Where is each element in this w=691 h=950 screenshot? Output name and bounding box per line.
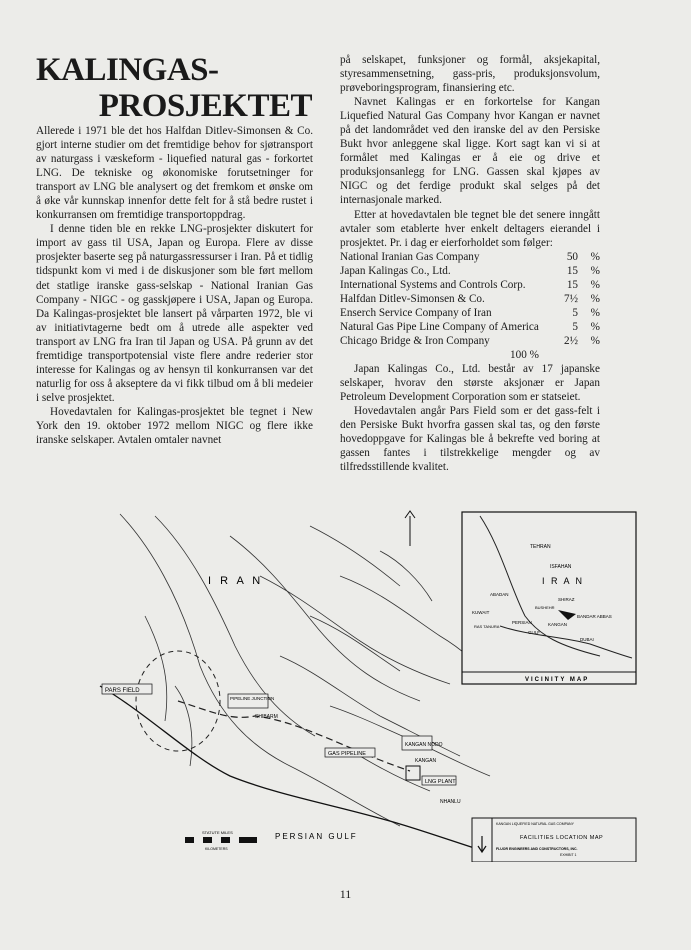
paragraph: på selskapet, funksjoner og formål, aksjekapital, styresammensetning, gass-pris, produksjonsvolum, prøveboringsprogram, finansiering etc.: [340, 54, 600, 95]
inset-label: ABADAN: [490, 592, 509, 597]
paragraph: Hovedavtalen angår Pars Field som er det gass-felt i den Persiske Bukt hvorfra gassen skal tas, og den første hovedoppgave for Kalingas ble å bekrefte ved boring at gassen fantes i tilstrekkelige mengder og av tilfredsstillende kvalitet.: [340, 405, 600, 474]
ownership-company: Halfdan Ditlev-Simonsen & Co.: [340, 292, 485, 305]
ownership-unit: %: [590, 306, 600, 319]
north-arrow-icon: [405, 511, 415, 546]
ownership-company: Chicago Bridge & Iron Company: [340, 334, 490, 347]
paragraph: Etter at hovedavtalen ble tegnet ble det senere inngått avtaler som etablerte hver enkelt deltagers eierandel i prosjektet. Pr. i dag er eierforholdet som følger:: [340, 208, 600, 249]
shibarm-label: SHIBARM: [255, 714, 278, 720]
ownership-company: International Systems and Controls Corp.: [340, 278, 526, 291]
ownership-unit: %: [590, 250, 600, 263]
ownership-unit: %: [590, 264, 600, 277]
gas-pipeline-label: GAS PIPELINE: [328, 751, 366, 757]
vicinity-inset: [462, 512, 636, 684]
ownership-company: Enserch Service Company of Iran: [340, 306, 492, 319]
ownership-total: 100 %: [510, 348, 539, 361]
scale-label: STATUTE MILES: [202, 830, 233, 835]
title-line-2: PROSJEKTET: [98, 88, 312, 124]
title-block-title: FACILITIES LOCATION MAP: [520, 835, 604, 841]
article-title: [36, 52, 312, 124]
ownership-company: National Iranian Gas Company: [340, 250, 480, 263]
inset-label: BUSHEHR: [535, 605, 555, 610]
ownership-unit: %: [590, 292, 600, 305]
ownership-company: Japan Kalingas Co., Ltd.: [340, 264, 451, 277]
inset-label: ISFAHAN: [550, 564, 572, 570]
ownership-share: 5: [572, 306, 578, 319]
ownership-row: [340, 334, 600, 348]
pipeline-junction-label: PIPELINE JUNCTION: [230, 696, 275, 701]
gas-pipeline-route: [178, 701, 410, 771]
paragraph: Hovedavtalen for Kalingas-prosjektet ble tegnet i New York den 19. oktober 1972 mellom NIGC og flere ikke iranske selskaper. Avtalen omtaler navnet: [36, 405, 313, 447]
inset-label: PERSIAN: [512, 620, 532, 625]
lng-plant-label: LNG PLANT: [425, 779, 456, 785]
ownership-share: 15: [566, 278, 578, 291]
paragraph: Japan Kalingas Co., Ltd. består av 17 japanske selskaper, hvorav den største aksjonær er Japan Petroleum Development Corporation som er statseiet.: [340, 363, 600, 404]
map-country-label: I R A N: [208, 575, 264, 587]
ownership-row: [340, 306, 600, 320]
lng-plant-marker: [406, 766, 420, 780]
ownership-unit: %: [590, 320, 600, 333]
inset-label: TEHRAN: [530, 544, 551, 550]
scale-sub-label: KILOMETERS: [205, 847, 228, 851]
pars-field-label: PARS FIELD: [105, 688, 140, 694]
ownership-share: 50: [566, 250, 578, 263]
inset-label: DUBAI: [580, 637, 594, 642]
inset-label: BANDAR ABBAS: [577, 614, 612, 619]
ownership-unit: %: [590, 334, 600, 347]
ownership-company: Natural Gas Pipe Line Company of America: [340, 320, 539, 333]
inset-label: RAS TANURA: [474, 624, 500, 629]
ownership-share: 15: [566, 264, 578, 277]
ownership-share: 7½: [564, 292, 578, 305]
inset-label: I R A N: [542, 576, 585, 586]
scale-bar: [185, 830, 257, 851]
page-number: 11: [339, 887, 352, 901]
map-title-block: [472, 818, 636, 862]
inset-label: GULF: [528, 630, 541, 635]
nhanlu-label: NHANLU: [440, 799, 461, 805]
left-column: [36, 124, 313, 447]
ownership-row: [340, 264, 600, 278]
right-column: [340, 53, 600, 474]
ownership-row: [340, 292, 600, 306]
ownership-share: 5: [572, 320, 578, 333]
kangan-nodo-label: KANGAN NODO: [405, 742, 443, 748]
inset-label: KUWAIT: [472, 610, 490, 615]
facilities-location-map: [80, 506, 640, 862]
ownership-row: [340, 278, 600, 292]
paragraph: Allerede i 1971 ble det hos Halfdan Ditlev-Simonsen & Co. gjort interne studier om det fremtidige behov for sjøtransport av naturgass i væskeform - liquefied natural gas - forkortet LNG. De tekniske og økonomiske forutsetninger for transport av LNG ble analysert og det fremkom et ønske om å øke vår kunnskap innenfor dette felt for å stå bedre rustet i konkurransen om fremtidige transportoppdrag.: [36, 125, 313, 222]
ownership-unit: %: [590, 278, 600, 291]
map-sea-label: PERSIAN GULF: [275, 832, 358, 841]
inset-label: SHIRAZ: [558, 597, 575, 602]
inset-label: KANGAN: [548, 622, 568, 627]
kangan-label: KANGAN: [415, 758, 437, 764]
title-block-exhibit: EXHIBIT 1: [560, 853, 577, 857]
paragraph: I denne tiden ble en rekke LNG-prosjekter diskutert for import av gass til USA, Japan og Europa. Flere av disse prosjekter baserte seg på naturgassressurser i Iran. På et tidlig tidspunkt kom vi med i de diskusjoner som ble ført mellom det statlige iranske gass-selskap - National Iranian Gas Company - NIGC - og gasskjøpere i USA, Japan og Europa. Da Kalingas-prosjektet ble lansert på vårparten 1972, ble vi av initiativtagerne bedt om å utrede alle aspekter ved transport av LNG fra Iran til Japan og USA. På grunn av det fremtidige transportpotensial viste flere andre rederier stor interesse for Kalingas og av hensyn til konkurransen var det naturlig for oss å akseptere da vi fikk tilbud om å bli medeier i selve prosjektet.: [36, 223, 313, 404]
title-line-1: KALINGAS-: [36, 52, 219, 88]
map-drawing: [80, 506, 640, 862]
inset-title: VICINITY MAP: [525, 677, 590, 683]
ownership-row: [340, 320, 600, 334]
title-block-subtitle: FLUOR ENGINEERS AND CONSTRUCTORS, INC.: [496, 847, 578, 851]
title-block-company: KANGAN LIQUEFIED NATURAL GAS COMPANY: [496, 822, 574, 826]
ownership-table: [340, 250, 600, 362]
ownership-row: [340, 250, 600, 264]
ownership-share: 2½: [564, 334, 578, 347]
paragraph: Navnet Kalingas er en forkortelse for Kangan Liquefied Natural Gas Company hvor Kangan er navnet på det landområdet ved den iranske del av den Persiske Bukt hvor anleggene skal ligge. Kort sagt kan vi si at formålet med Kalingas er å eie og drive et produksjonsanlegg for LNG. Gassen skal kjøpes av NIGC og det ferdige produkt skal selges på det internasjonale marked.: [340, 96, 600, 207]
